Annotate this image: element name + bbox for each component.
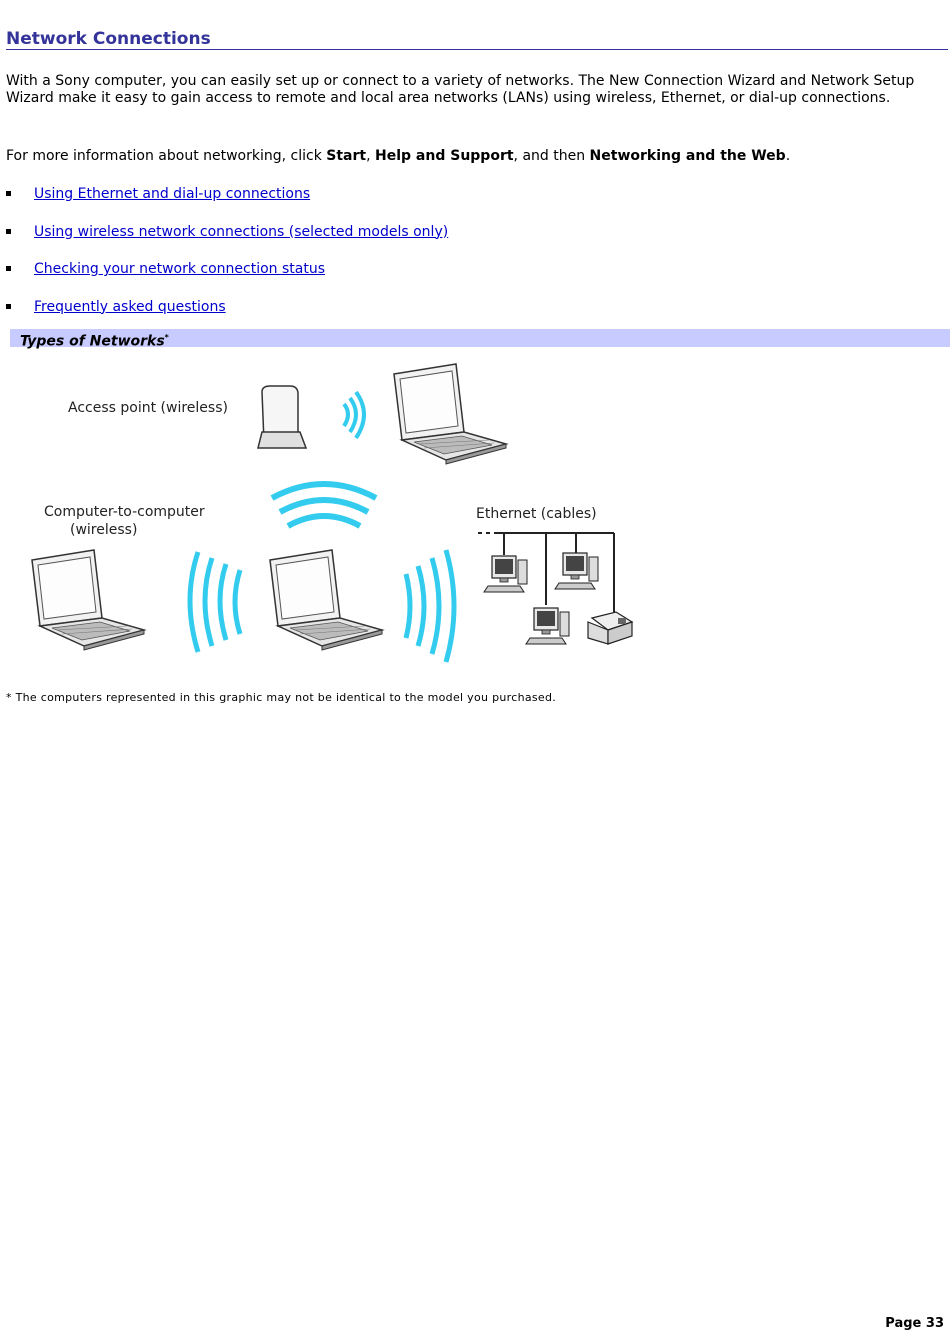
left-waves-icon (190, 552, 240, 652)
bullet-icon (6, 266, 11, 271)
start-label: Start (326, 148, 367, 164)
footnote: * The computers represented in this graphic may not be identical to the model you purchased. (6, 691, 557, 704)
network-types-diagram (0, 350, 660, 680)
page-number: Page 33 (885, 1316, 944, 1331)
access-point-icon (258, 386, 306, 448)
computer-to-computer-sublabel: (wireless) (70, 522, 138, 538)
link-ethernet-dialup[interactable]: Using Ethernet and dial-up connections (34, 186, 311, 202)
more-info-middle: , and then (513, 148, 590, 164)
desktop-computer-icon (484, 556, 527, 592)
section-header-bar (10, 329, 950, 350)
printer-icon (588, 612, 632, 644)
center-waves-icon (272, 484, 376, 526)
desktop-computer-icon (555, 553, 598, 589)
title-rule (6, 49, 948, 50)
access-point-waves-icon (344, 392, 364, 438)
section-title-text: Types of Networks (20, 333, 165, 350)
page-title: Network Connections (6, 29, 211, 49)
laptop-icon (394, 364, 506, 464)
link-wireless-connections[interactable]: Using wireless network connections (selected models only) (34, 223, 449, 240)
section-title-mark: * (164, 333, 169, 342)
help-support-label: Help and Support (375, 148, 514, 164)
computer-to-computer-label: Computer-to-computer (44, 504, 205, 520)
networking-web-label: Networking and the Web (589, 148, 786, 164)
bullet-icon (6, 304, 11, 309)
bullet-icon (6, 229, 11, 234)
more-info-comma: , (366, 148, 376, 164)
bullet-icon (6, 191, 11, 196)
desktop-computer-icon (526, 608, 569, 644)
laptop-icon (32, 550, 144, 650)
link-faq[interactable]: Frequently asked questions (34, 298, 226, 315)
section-title (20, 329, 169, 351)
ethernet-label: Ethernet (cables) (476, 506, 597, 522)
more-info-suffix: . (785, 148, 791, 164)
more-info-prefix: For more information about networking, click (6, 148, 327, 164)
link-connection-status[interactable]: Checking your network connection status (34, 261, 326, 277)
laptop-icon (270, 550, 382, 650)
more-info-paragraph (6, 148, 946, 165)
right-waves-icon (406, 550, 454, 662)
intro-paragraph: With a Sony computer, you can easily set up or connect to a variety of networks. The New Connection Wizard and Network Setup Wizard make it easy to gain access to remote and local area networks (LANs) using wireless, Ethernet, or dial-up connections. (6, 73, 915, 106)
access-point-label: Access point (wireless) (68, 400, 228, 416)
